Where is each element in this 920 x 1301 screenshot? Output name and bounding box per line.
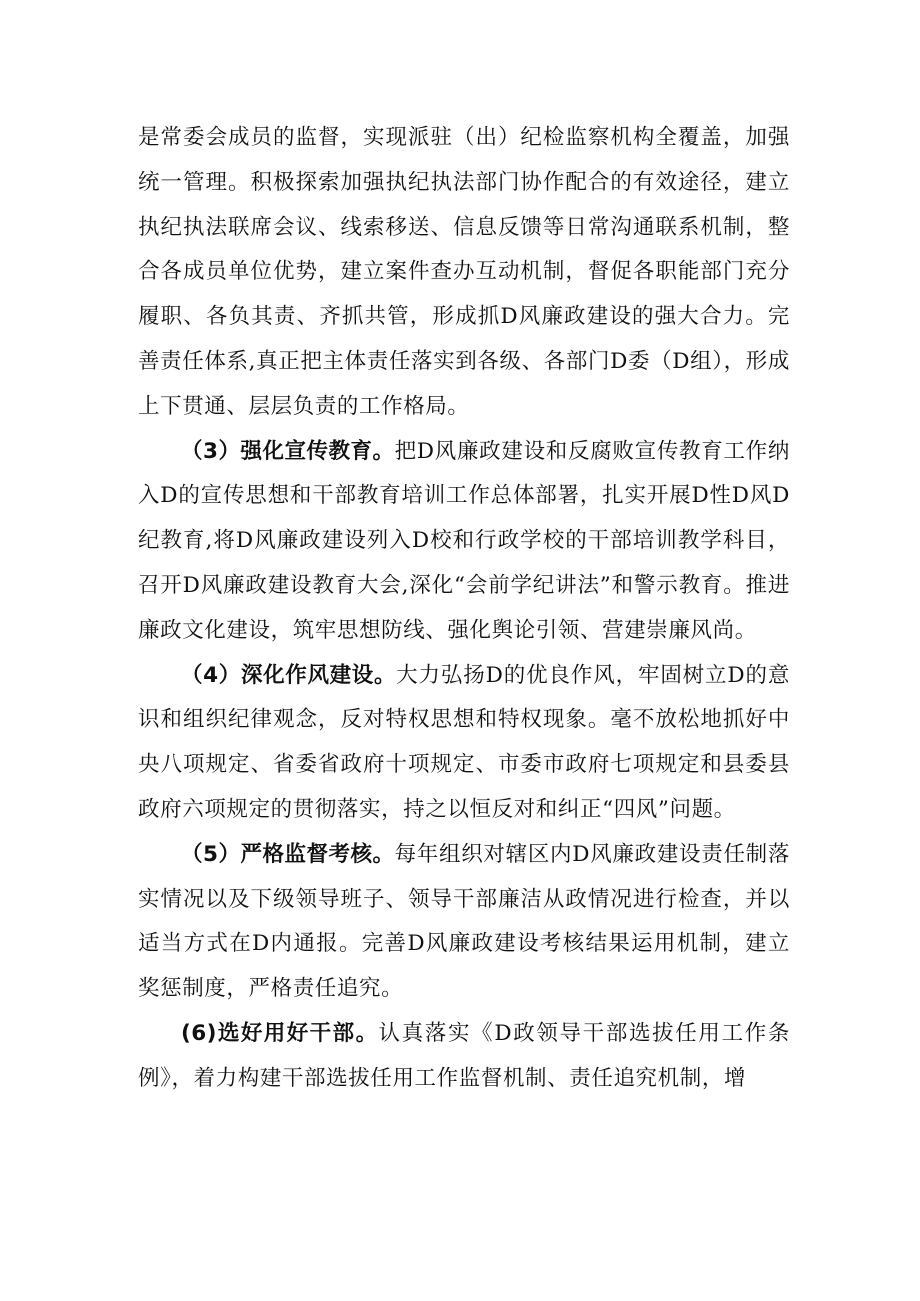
section-heading-5: （5）严格监督考核。 — [181, 841, 395, 867]
document-page — [138, 116, 790, 1102]
paragraph-4 — [138, 833, 790, 1012]
paragraph-3-text: 大力弘扬D的优良作风，牢固树立D的意识和组织纪律观念，反对特权思想和特权现象。毫不放松地抓好中央八项规定、省委省政府十项规定、市委市政府七项规定和县委县政府六项规定的贯彻落实，持之以恒反对和纠正“四风”问题。 — [138, 662, 790, 822]
section-heading-6: (6)选好用好干部。 — [181, 1020, 379, 1046]
paragraph-5 — [138, 1012, 790, 1102]
paragraph-2 — [138, 430, 790, 654]
paragraph-1 — [138, 116, 790, 430]
paragraph-3 — [138, 654, 790, 833]
paragraph-5-text: 认真落实《D政领导干部选拔任用工作条例》，着力构建干部选拔任用工作监督机制、责任追究机制，增 — [138, 1020, 790, 1091]
paragraph-1-text: 是常委会成员的监督，实现派驻（出）纪检监察机构全覆盖，加强统一管理。积极探索加强执纪执法部门协作配合的有效途径，建立执纪执法联席会议、线索移送、信息反馈等日常沟通联系机制，整合各成员单位优势，建立案件查办互动机制，督促各职能部门充分履职、各负其责、齐抓共管，形成抓D风廉政建设的强大合力。完善责任体系,真正把主体责任落实到各级、各部门D委（D组），形成上下贯通、层层负责的工作格局。 — [138, 125, 790, 419]
section-heading-3: （3）强化宣传教育。 — [181, 438, 395, 464]
paragraph-4-text: 每年组织对辖区内D风廉政建设责任制落实情况以及下级领导班子、领导干部廉洁从政情况进行检查，并以适当方式在D内通报。完善D风廉政建设考核结果运用机制，建立奖惩制度，严格责任追究。 — [138, 841, 790, 1002]
section-heading-4: （4）深化作风建设。 — [181, 662, 397, 688]
paragraph-2-text: 把D风廉政建设和反腐败宣传教育工作纳入D的宣传思想和干部教育培训工作总体部署，扎实开展D性D风D纪教育,将D风廉政建设列入D校和行政学校的干部培训教学科目，召开D风廉政建设教育大会,深化“会前学纪讲法”和警示教育。推进廉政文化建设，筑牢思想防线、强化舆论引领、营建崇廉风尚。 — [138, 438, 790, 643]
